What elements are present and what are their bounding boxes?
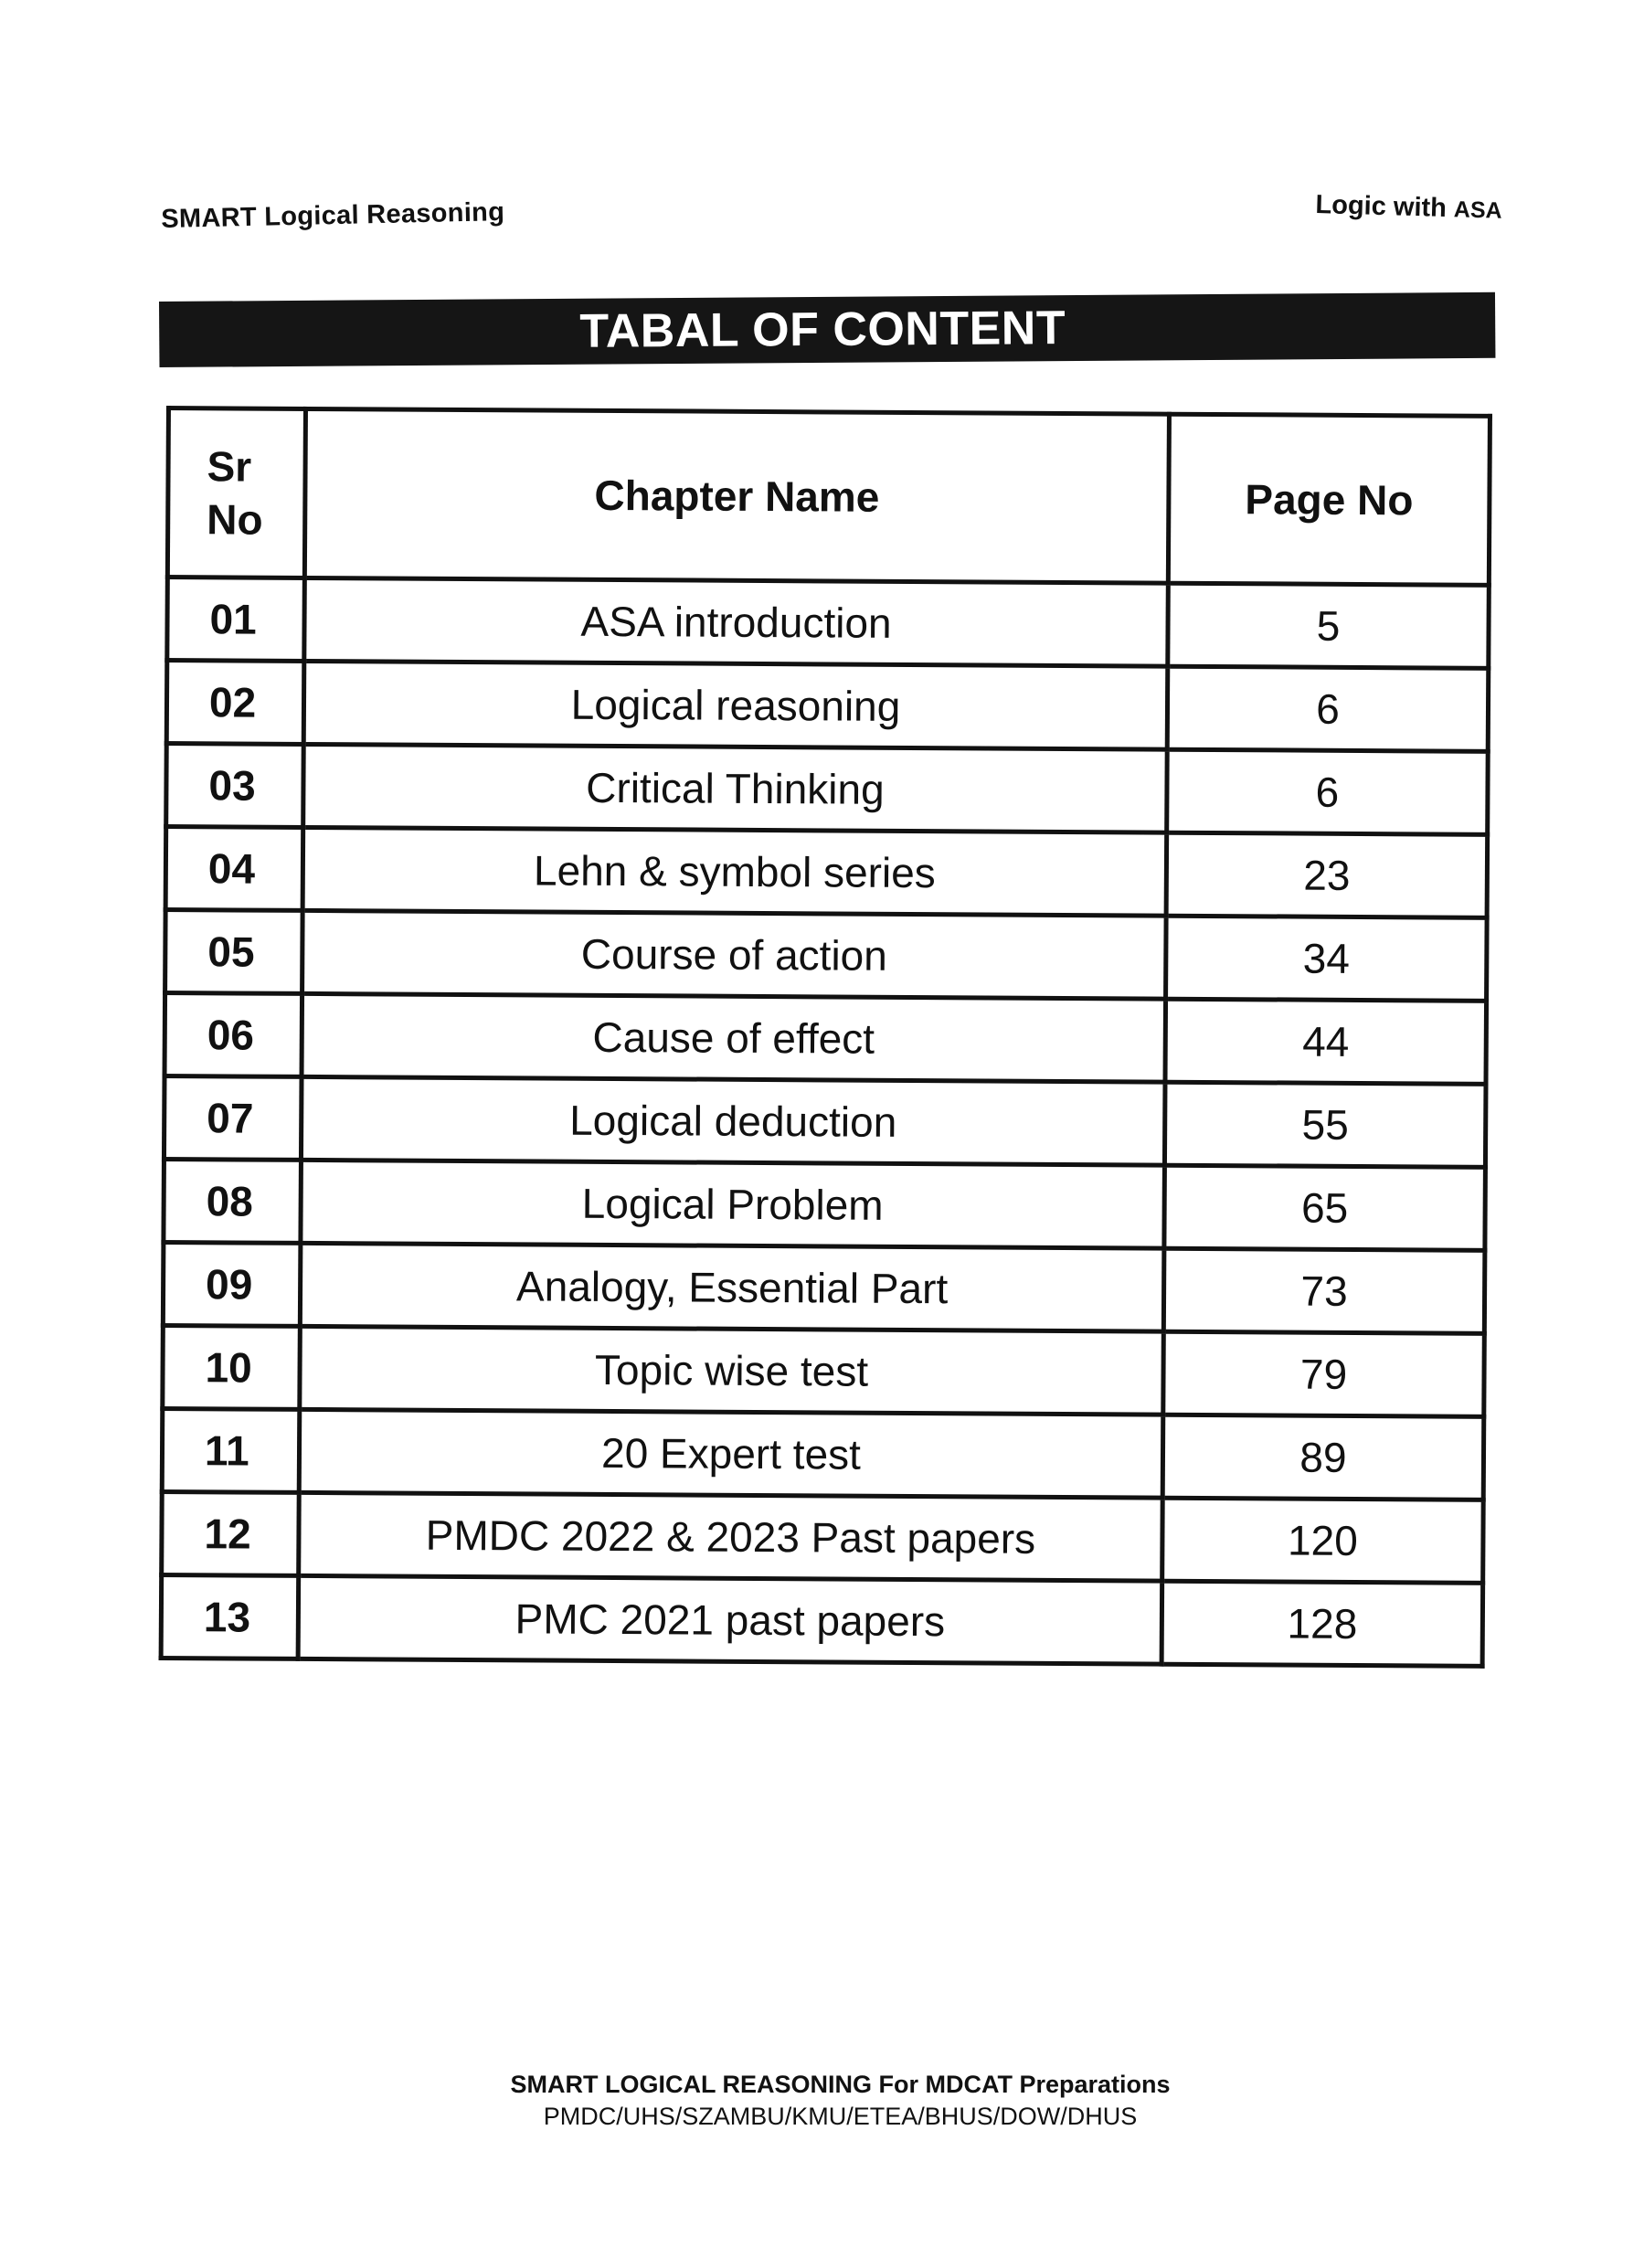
row-page-no: 34	[1166, 916, 1488, 1001]
row-chapter-name: PMC 2021 past papers	[298, 1575, 1162, 1664]
row-chapter-name: 20 Expert test	[299, 1409, 1163, 1498]
row-chapter-name: Cause of effect	[302, 993, 1166, 1082]
row-page-no: 5	[1168, 583, 1490, 668]
header-author	[1315, 190, 1502, 226]
table-row	[161, 1574, 1483, 1666]
header-book-title-sub: Logical Reasoning	[263, 197, 505, 232]
row-chapter-name: PMDC 2022 & 2023 Past papers	[299, 1492, 1163, 1581]
row-sr-no: 01	[167, 578, 305, 662]
header-sr-no	[167, 408, 305, 578]
header-author-prefix: Logic with	[1315, 190, 1448, 223]
header-chapter-name: Chapter Name	[304, 408, 1169, 583]
table-row	[167, 578, 1490, 669]
row-chapter-name: Logical reasoning	[303, 661, 1168, 749]
header-author-name: ASA	[1453, 196, 1503, 224]
header-book-title	[161, 197, 504, 235]
row-page-no: 23	[1166, 832, 1488, 917]
table-row	[165, 827, 1488, 918]
table-row	[163, 1242, 1485, 1333]
row-sr-no: 06	[164, 993, 302, 1077]
row-page-no: 6	[1167, 749, 1489, 834]
header-sr-no-line2: No	[207, 495, 263, 544]
row-sr-no: 02	[166, 661, 304, 745]
table-row	[162, 1408, 1484, 1500]
row-chapter-name: Logical deduction	[301, 1076, 1165, 1165]
row-sr-no: 07	[164, 1076, 302, 1160]
page-footer	[0, 2071, 1644, 2131]
footer-book-line: SMART LOGICAL REASONING For MDCAT Preparations	[510, 2071, 1171, 2098]
header-sr-no-line1: Sr	[207, 442, 252, 491]
row-chapter-name: Logical Problem	[301, 1160, 1165, 1248]
row-page-no: 120	[1162, 1498, 1484, 1583]
row-sr-no: 10	[163, 1325, 301, 1409]
table-row	[164, 1076, 1486, 1168]
row-chapter-name: Critical Thinking	[303, 744, 1168, 832]
title-bar	[159, 292, 1495, 367]
table-row	[165, 910, 1488, 1002]
row-sr-no: 05	[165, 910, 303, 994]
table-row	[164, 1159, 1486, 1250]
row-page-no: 89	[1162, 1415, 1484, 1500]
table-row	[166, 661, 1489, 752]
row-sr-no: 12	[162, 1491, 300, 1575]
table-row	[163, 1325, 1485, 1416]
header-book-title-main: SMART	[161, 202, 258, 234]
toc-table	[159, 406, 1492, 1669]
table-row	[166, 744, 1489, 835]
row-sr-no: 08	[164, 1159, 302, 1243]
row-page-no: 44	[1165, 999, 1487, 1084]
table-row	[164, 993, 1487, 1085]
row-page-no: 55	[1164, 1082, 1486, 1167]
table-of-contents	[159, 406, 1488, 1669]
row-chapter-name: ASA introduction	[304, 578, 1169, 666]
row-chapter-name: Topic wise test	[300, 1326, 1164, 1415]
row-page-no: 128	[1161, 1581, 1483, 1666]
row-page-no: 6	[1167, 666, 1489, 751]
toc-header-row	[167, 408, 1490, 586]
row-chapter-name: Lehn & symbol series	[302, 827, 1167, 916]
row-sr-no: 03	[166, 744, 304, 828]
row-chapter-name: Course of action	[302, 910, 1167, 999]
row-chapter-name: Analogy, Essential Part	[300, 1243, 1164, 1331]
row-page-no: 73	[1163, 1248, 1485, 1333]
row-sr-no: 11	[162, 1408, 300, 1492]
header-page-no: Page No	[1168, 414, 1490, 585]
page-title: TABAL OF CONTENT	[579, 302, 1066, 358]
row-page-no: 79	[1163, 1331, 1485, 1416]
footer-institutions-line: PMDC/UHS/SZAMBU/KMU/ETEA/BHUS/DOW/DHUS	[543, 2103, 1138, 2130]
row-sr-no: 09	[163, 1242, 301, 1326]
row-sr-no: 04	[165, 827, 303, 911]
table-row	[162, 1491, 1484, 1583]
row-sr-no: 13	[161, 1574, 299, 1659]
row-page-no: 65	[1164, 1165, 1486, 1250]
